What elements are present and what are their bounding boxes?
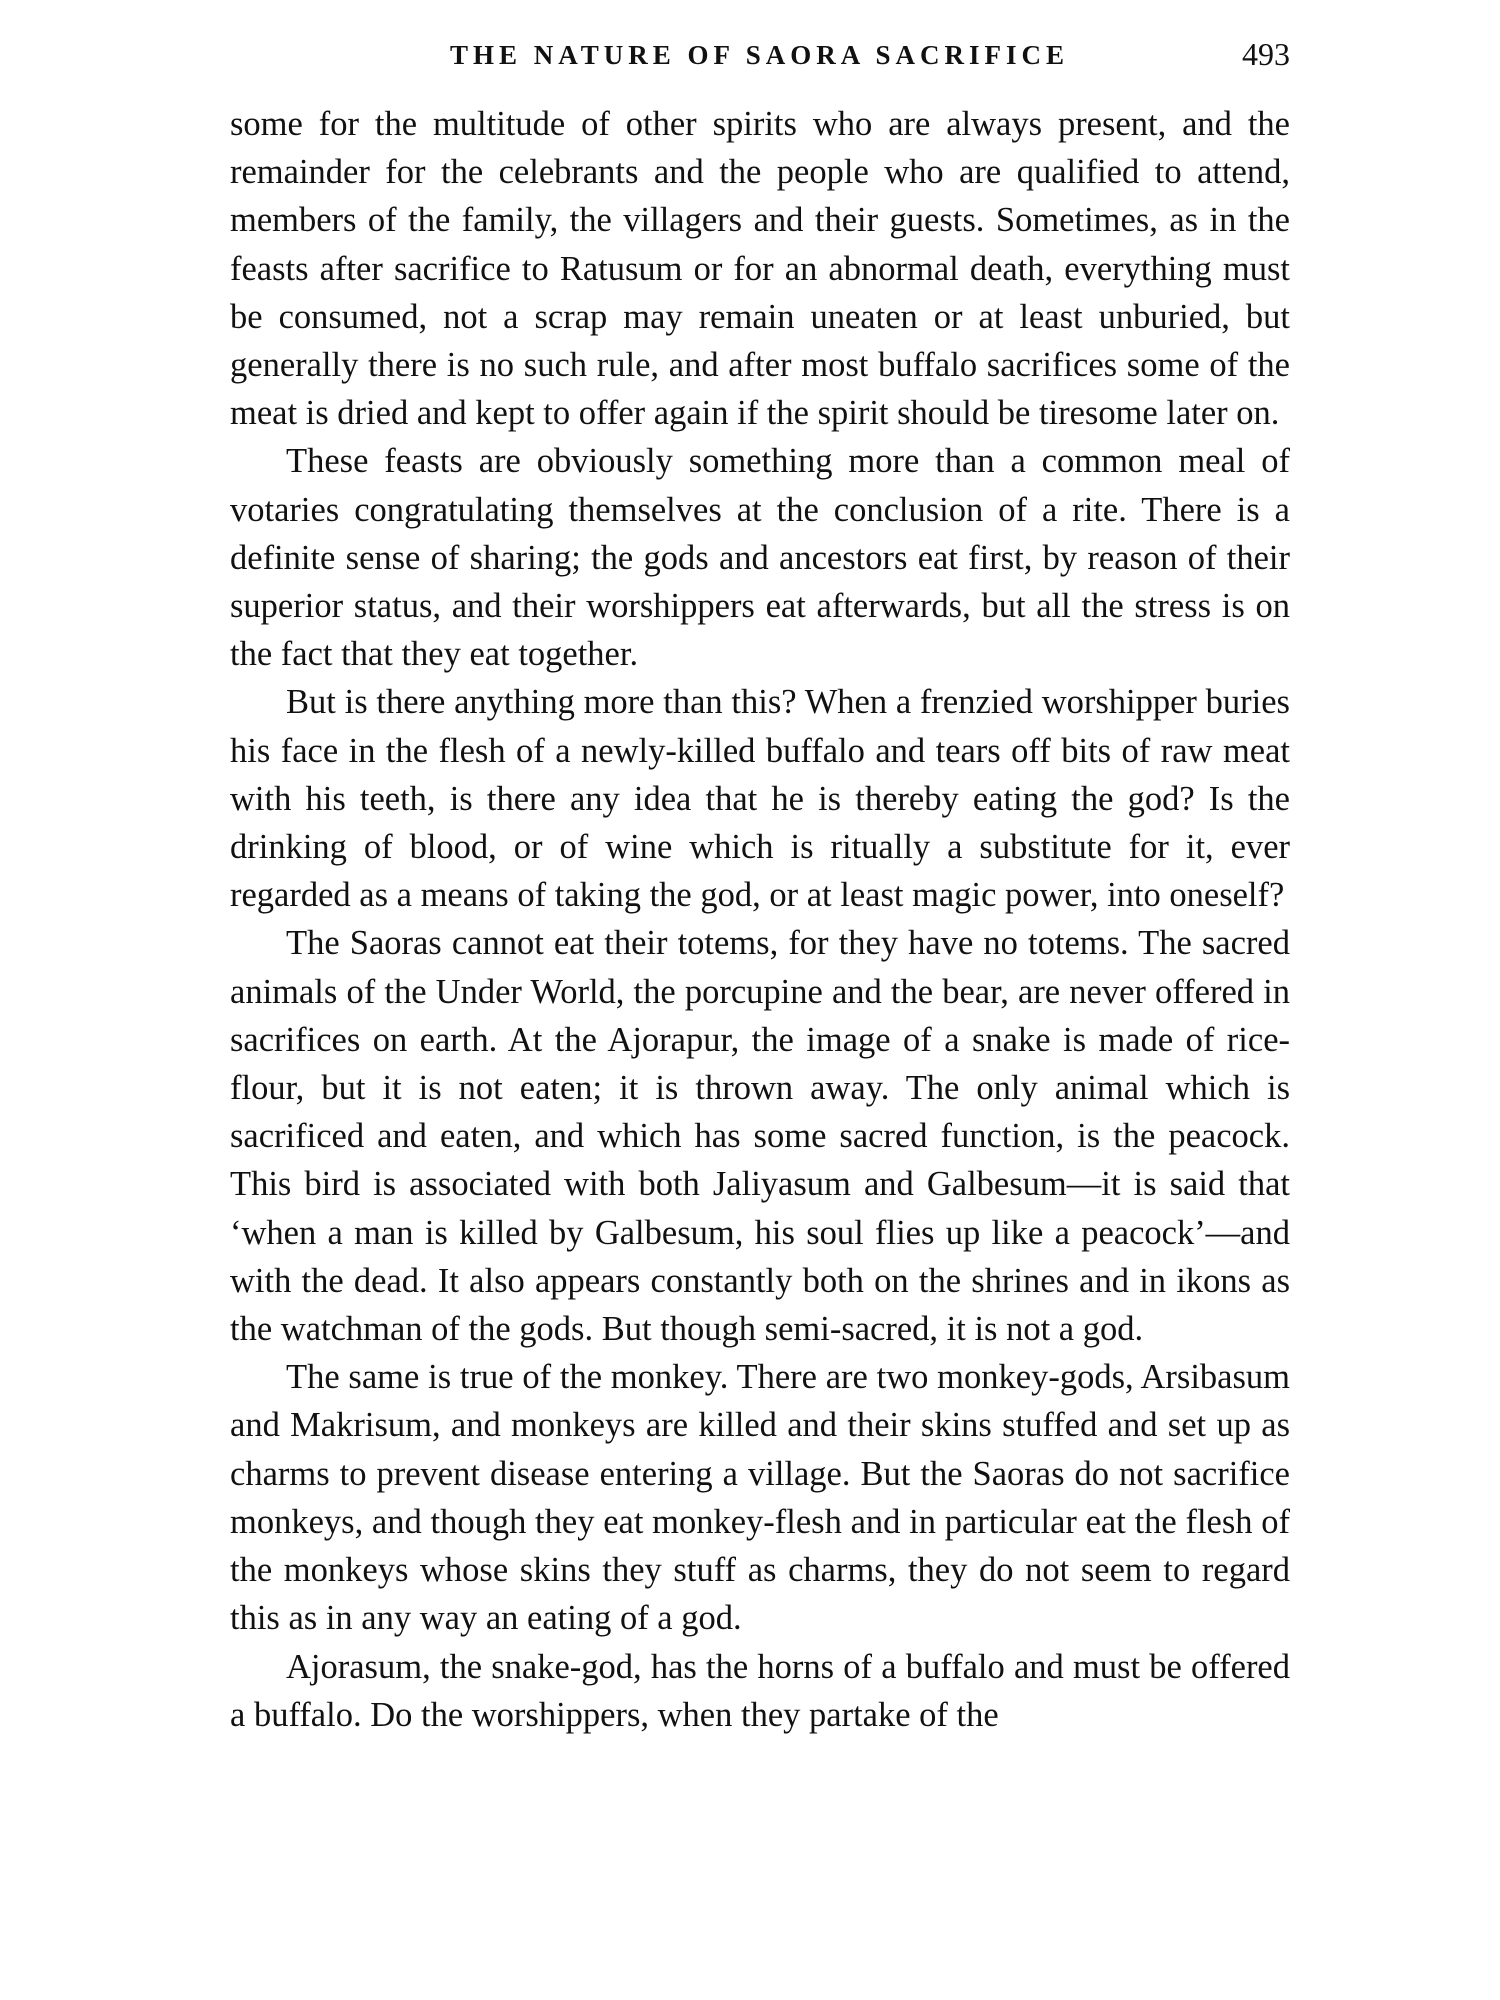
running-title: THE NATURE OF SAORA SACRIFICE [450, 40, 1070, 70]
paragraph: These feasts are obviously something more than a common meal of votaries congratulating themselves at the conclusion of a rite. There is a definite sense of sharing; the gods and ancestors eat first, by reason of their superior status, and their worshippers eat afterwards, but all the stress is on the fact that they eat together. [230, 442, 1290, 674]
paragraph-continued: some for the multitude of other spirits who are always present, and the remainder for the celebrants and the people who are qualified to attend, members of the family, the villagers and their guests. Sometimes, as in the feasts after sacrifice to Ratusum or for an abnormal death, everything must be consumed, not a scrap may remain uneaten or at least unburied, but generally there is no such rule, and after most buffalo sacrifices some of the meat is dried and kept to offer again if the spirit should be tiresome later on. [230, 105, 1290, 433]
page-number: 493 [1242, 36, 1290, 72]
paragraph: Ajorasum, the snake-god, has the horns of a buffalo and must be offered a buffalo. Do the worshippers, when they partake of the [230, 1647, 1290, 1734]
running-head [230, 36, 1290, 90]
paragraph: The Saoras cannot eat their totems, for they have no totems. The sacred animals of the Under World, the porcupine and the bear, are never offered in sacrifices on earth. At the Ajorapur, the image of a snake is made of rice-flour, but it is not eaten; it is thrown away. The only animal which is sacrificed and eaten, and which has some sacred function, is the peacock. This bird is associated with both Jaliyasum and Galbesum—it is said that ‘when a man is killed by Galbesum, his soul flies up like a peacock’—and with the dead. It also appears constantly both on the shrines and in ikons as the watchman of the gods. But though semi-sacred, it is not a god. [230, 924, 1290, 1349]
body-text [230, 100, 1290, 1739]
paragraph: But is there anything more than this? When a frenzied worshipper buries his face in the flesh of a newly-killed buffalo and tears off bits of raw meat with his teeth, is there any idea that he is thereby eating the god? Is the drinking of blood, or of wine which is ritually a substitute for it, ever regarded as a means of taking the god, or at least magic power, into oneself? [230, 683, 1290, 915]
paragraph: The same is true of the monkey. There are two monkey-gods, Arsibasum and Makrisum, and monkeys are killed and their skins stuffed and set up as charms to prevent disease entering a village. But the Saoras do not sacrifice monkeys, and though they eat monkey-flesh and in particular eat the flesh of the monkeys whose skins they stuff as charms, they do not seem to regard this as in any way an eating of a god. [230, 1358, 1290, 1638]
